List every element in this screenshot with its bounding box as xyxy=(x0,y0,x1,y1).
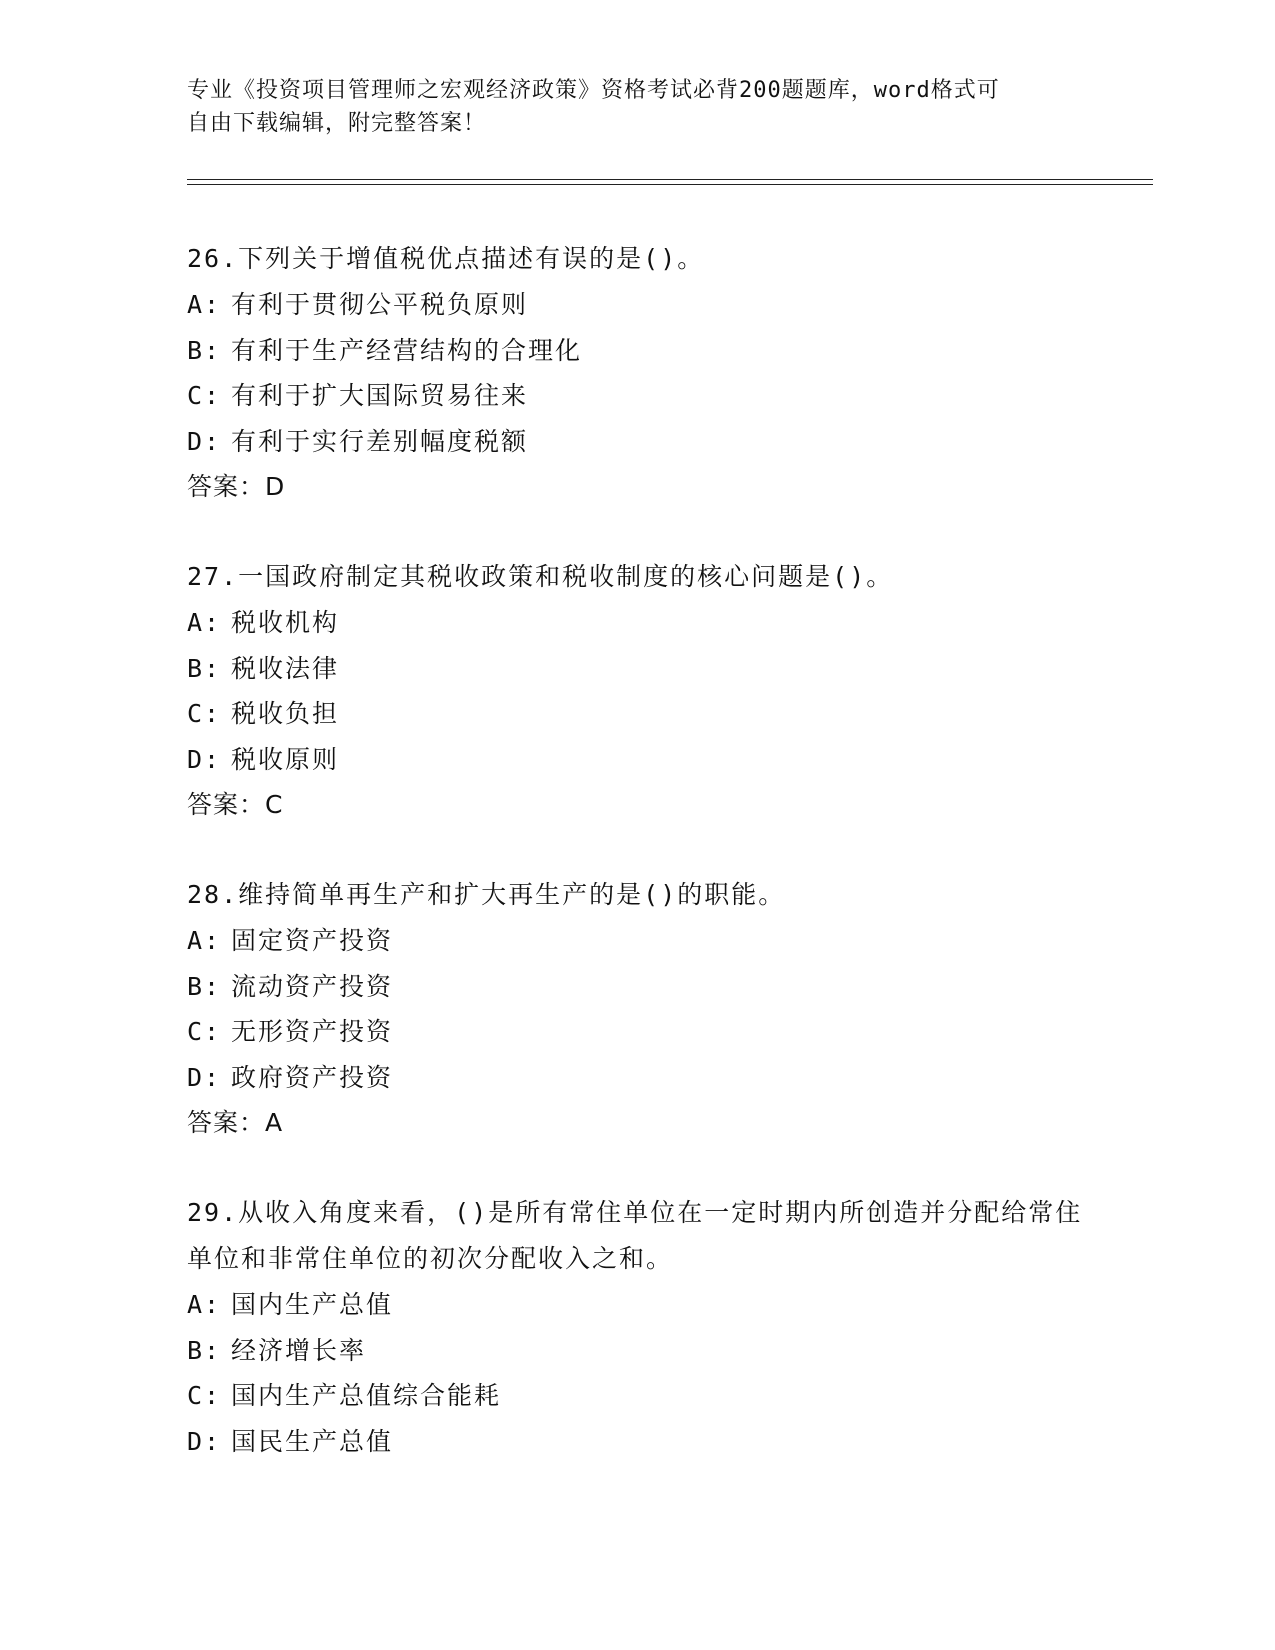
option-letter: C: xyxy=(187,381,222,410)
option-text: 国民生产总值 xyxy=(231,1426,394,1456)
option-text: 经济增长率 xyxy=(231,1335,367,1365)
question-text: 28.维持简单再生产和扩大再生产的是()的职能。 xyxy=(187,880,786,909)
option-text: 国内生产总值 xyxy=(231,1290,394,1319)
option-d xyxy=(187,419,1087,465)
option-letter: A: xyxy=(187,608,222,637)
option-letter: A: xyxy=(187,290,222,319)
option-letter: B: xyxy=(187,1335,222,1365)
option-text: 无形资产投资 xyxy=(231,1017,394,1046)
header-rule-bottom xyxy=(187,184,1153,185)
option-a xyxy=(187,282,1087,328)
answer-line: 答案：C xyxy=(187,790,284,819)
question-29 xyxy=(187,1190,1087,1464)
option-text: 税收法律 xyxy=(231,653,340,683)
option-text: 税收原则 xyxy=(231,744,340,774)
option-text: 有利于扩大国际贸易往来 xyxy=(231,381,529,410)
option-b xyxy=(187,328,1087,374)
option-c xyxy=(187,1009,1087,1055)
option-a xyxy=(187,1282,1087,1328)
question-text: 26.下列关于增值税优点描述有误的是()。 xyxy=(187,244,705,273)
option-text: 国内生产总值综合能耗 xyxy=(231,1381,502,1410)
question-list xyxy=(187,236,1087,1508)
option-letter: D: xyxy=(187,744,222,774)
option-text: 有利于贯彻公平税负原则 xyxy=(231,290,529,319)
option-d xyxy=(187,1055,1087,1101)
option-d xyxy=(187,1419,1087,1465)
option-text: 税收机构 xyxy=(231,608,340,637)
answer-line: 答案：A xyxy=(187,1108,284,1137)
option-b xyxy=(187,964,1087,1010)
option-c xyxy=(187,373,1087,419)
option-letter: C: xyxy=(187,1017,222,1046)
question-27 xyxy=(187,554,1087,828)
option-c xyxy=(187,691,1087,737)
option-text: 有利于实行差别幅度税额 xyxy=(231,426,529,456)
question-text: 29.从收入角度来看，()是所有常住单位在一定时期内所创造并分配给常住单位和非常住单位的初次分配收入之和。 xyxy=(187,1198,1083,1273)
option-letter: B: xyxy=(187,653,222,683)
option-letter: D: xyxy=(187,1426,222,1456)
option-b xyxy=(187,1328,1087,1374)
option-text: 税收负担 xyxy=(231,699,340,728)
header-title-line2: 自由下载编辑，附完整答案！ xyxy=(187,111,487,136)
option-letter: D: xyxy=(187,426,222,456)
question-28 xyxy=(187,872,1087,1146)
option-d xyxy=(187,737,1087,783)
option-letter: D: xyxy=(187,1062,222,1092)
option-letter: C: xyxy=(187,699,222,728)
question-text: 27.一国政府制定其税收政策和税收制度的核心问题是()。 xyxy=(187,562,894,591)
option-text: 有利于生产经营结构的合理化 xyxy=(231,335,583,365)
header-rule-top xyxy=(187,179,1153,180)
option-a xyxy=(187,918,1087,964)
option-letter: A: xyxy=(187,926,222,955)
question-26 xyxy=(187,236,1087,510)
option-letter: B: xyxy=(187,971,222,1001)
option-text: 固定资产投资 xyxy=(231,926,394,955)
option-a xyxy=(187,600,1087,646)
document-header xyxy=(187,74,1067,140)
answer-line: 答案：D xyxy=(187,472,286,501)
option-c xyxy=(187,1373,1087,1419)
option-b xyxy=(187,646,1087,692)
header-title-line1: 专业《投资项目管理师之宏观经济政策》资格考试必背200题题库，word格式可 xyxy=(187,78,1000,103)
option-letter: A: xyxy=(187,1290,222,1319)
option-letter: B: xyxy=(187,335,222,365)
option-text: 流动资产投资 xyxy=(231,971,394,1001)
option-letter: C: xyxy=(187,1381,222,1410)
option-text: 政府资产投资 xyxy=(231,1062,394,1092)
